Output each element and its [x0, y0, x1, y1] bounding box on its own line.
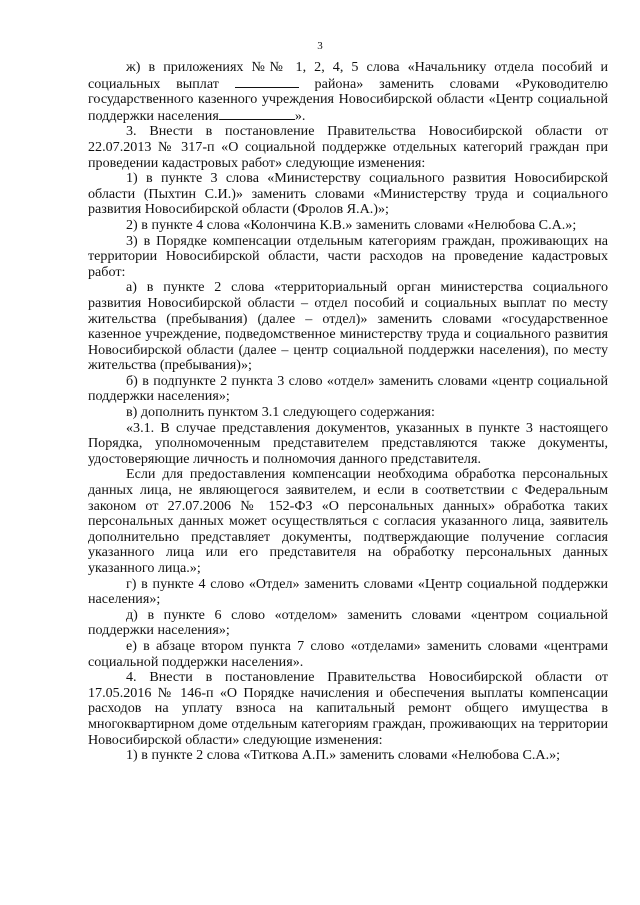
blank-line: [235, 76, 299, 88]
paragraph-3-3-g: г) в пункте 4 слово «Отдел» заменить словами «Центр социальной поддержки населения»;: [88, 575, 608, 608]
page-number: 3: [317, 40, 323, 52]
paragraph-text: ж) в приложениях №№ 1, 2, 4, 5 слова «Начальнику отдела пособий и социальных выплат: [88, 59, 608, 92]
paragraph-3-3-v: в) дополнить пунктом 3.1 следующего содержания:: [126, 404, 435, 421]
paragraph-zh: [88, 60, 608, 124]
paragraph-item-3: 3. Внести в постановление Правительства Новосибирской области от 22.07.2013 № 317-п «О социальной поддержке отдельных категорий граждан при проведении кадастровых работ» следующие изменения:: [88, 123, 608, 171]
paragraph-3-3-e: е) в абзаце втором пункта 7 слово «отделами» заменить словами «центрами социальной поддержки населения».: [88, 637, 608, 670]
paragraph-item-4: 4. Внести в постановление Правительства Новосибирской области от 17.05.2016 № 146-п «О Порядке начисления и обеспечения выплаты компенсации расходов на уплату взноса на капитальный ремонт общего имущества в многоквартирном доме отдельным категориям граждан, проживающих на территории Новосибирской области» следующие изменения:: [88, 669, 608, 748]
paragraph-3-3: 3) в Порядке компенсации отдельным категориям граждан, проживающих на территории Новосибирской области, части расходов на проведение кадастровых работ:: [88, 232, 608, 280]
document-body: [88, 60, 608, 764]
paragraph-3-3-a: а) в пункте 2 слова «территориальный орган министерства социального развития Новосибирской области – отдел пособий и социальных выплат по месту жительства (пребывания) (далее – отдел)» заменить словами «государственное казенное учреждение, подведомственное министерству труда и социального развития Новосибирской области (далее – центр социальной поддержки населения), по месту жительства (пребывания)»;: [88, 279, 608, 374]
paragraph-3-1-new: «3.1. В случае представления документов, указанных в пункте 3 настоящего Порядка, уполномоченным представителем представляются также документы, удостоверяющие личность и полномочия данного представителя.: [88, 419, 608, 467]
paragraph-3-3-b: б) в подпункте 2 пункта 3 слово «отдел» заменить словами «центр социальной поддержки населения»;: [88, 372, 608, 405]
blank-line: [219, 108, 295, 120]
paragraph-3-3-d: д) в пункте 6 слово «отделом» заменить словами «центром социальной поддержки населения»;: [88, 606, 608, 639]
paragraph-3-2: 2) в пункте 4 слова «Колончина К.В.» заменить словами «Нелюбова С.А.»;: [126, 216, 577, 233]
paragraph-text: района» заменить словами «Руководителю государственного казенного учреждения Новосибирской области «Центр социальной поддержки населения: [88, 75, 608, 124]
paragraph-text: ».: [294, 107, 306, 124]
paragraph-3-1: 1) в пункте 3 слова «Министерству социального развития Новосибирской области (Пыхтин С.И.)» заменить словами «Министерству труда и социального развития Новосибирской области (Фролов Я.А.)»;: [88, 170, 608, 218]
paragraph-4-1: 1) в пункте 2 слова «Титкова А.П.» заменить словами «Нелюбова С.А.»;: [126, 747, 561, 764]
paragraph-consent: Если для предоставления компенсации необходима обработка персональных данных лица, не являющегося заявителем, и если в соответствии с Федеральным законом от 27.07.2006 № 152-ФЗ «О персональных данных» обработка таких персональных данных может осуществляться с согласия указанного лица, заявитель дополнительно представляет документы, подтверждающие получение согласия указанного лица или его представителя на обработку персональных данных указанного лица.»;: [88, 466, 608, 576]
